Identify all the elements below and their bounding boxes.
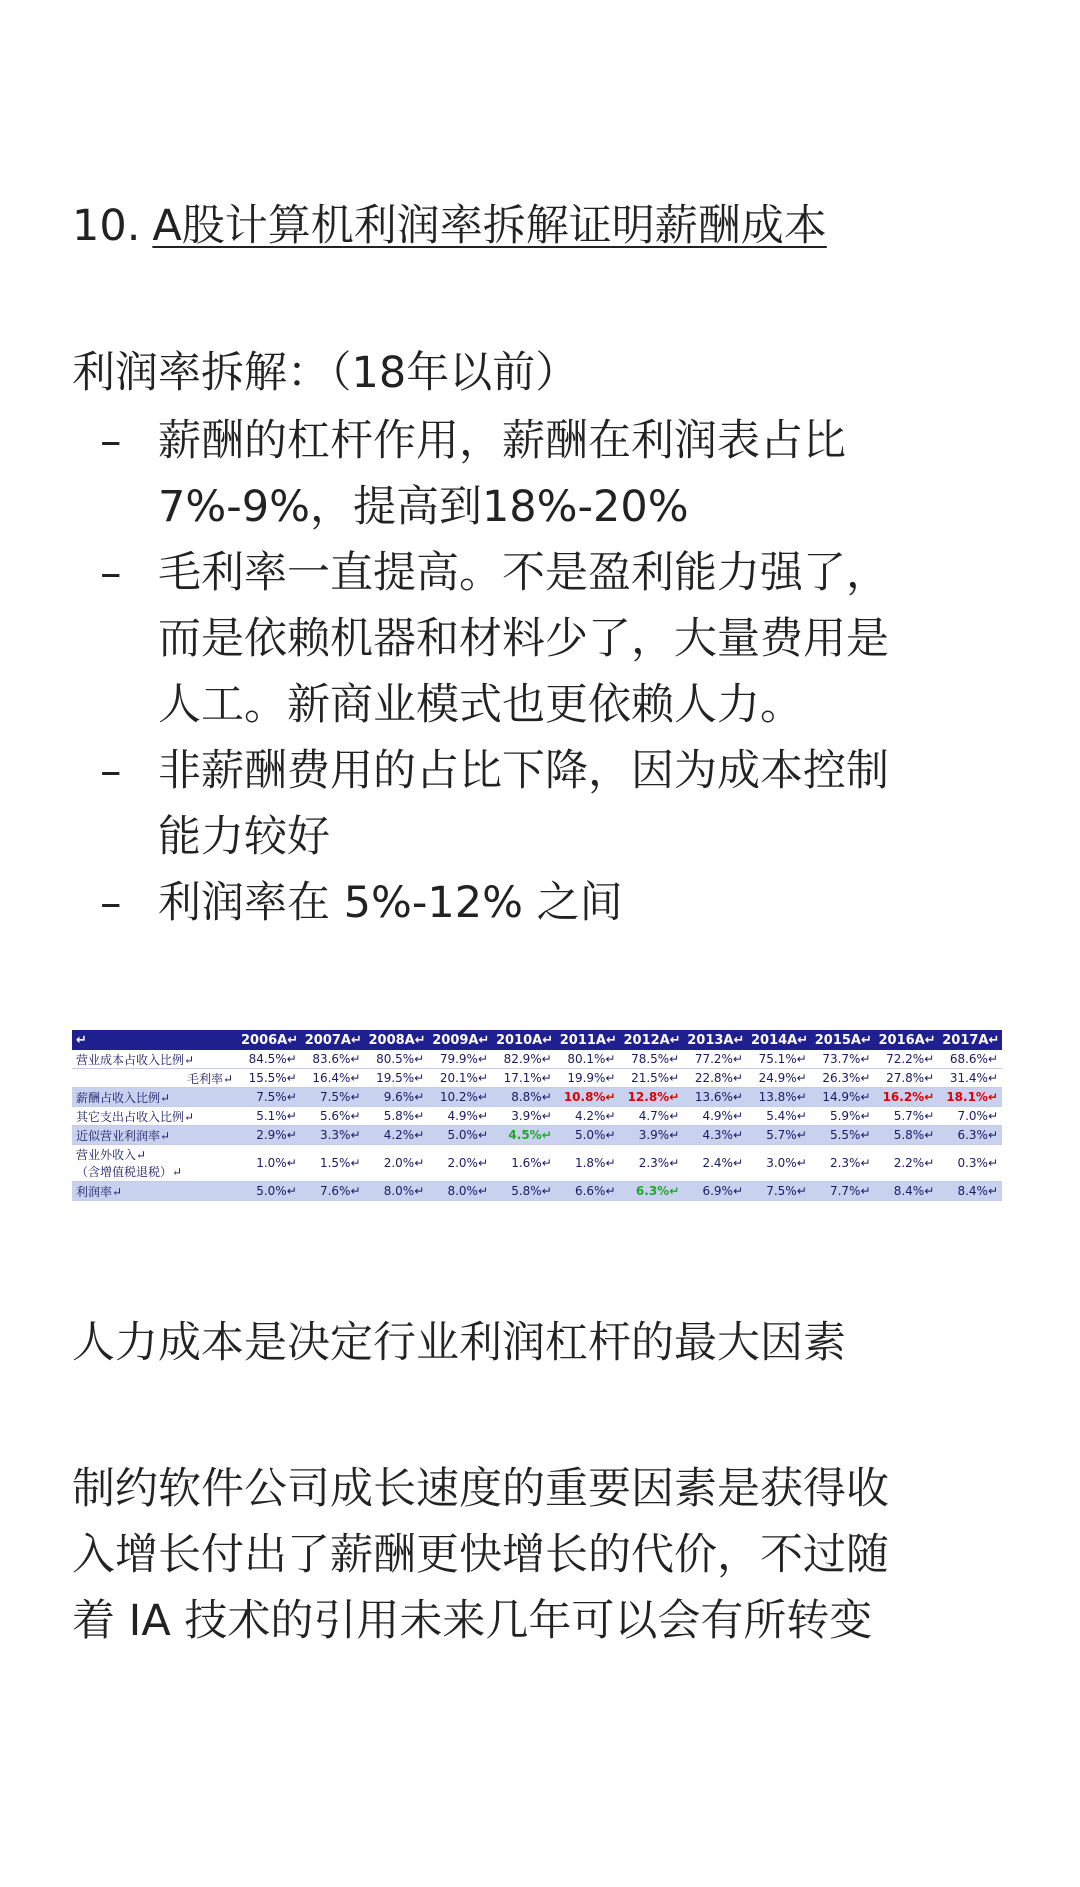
table-cell: 27.8%↵ xyxy=(875,1069,939,1088)
table-cell: 5.0%↵ xyxy=(237,1182,301,1201)
row-label: 利润率↵ xyxy=(72,1182,237,1201)
bullet-list xyxy=(100,408,889,936)
table-cell: 4.9%↵ xyxy=(683,1107,747,1126)
row-label: 毛利率↵ xyxy=(72,1069,237,1088)
profit-table-image xyxy=(72,1030,1002,1201)
year-header: 2008A↵ xyxy=(365,1030,429,1050)
table-cell: 80.1%↵ xyxy=(556,1050,620,1069)
bullet-line: 能力较好 xyxy=(158,812,330,862)
row-label: 薪酬占收入比例↵ xyxy=(72,1088,237,1107)
row-label: 近似营业利润率↵ xyxy=(72,1126,237,1145)
year-header: 2012A↵ xyxy=(620,1030,684,1050)
table-cell-highlight: 12.8%↵ xyxy=(620,1088,684,1107)
row-label: 其它支出占收入比例↵ xyxy=(72,1107,237,1126)
table-cell: 8.0%↵ xyxy=(365,1182,429,1201)
year-header: 2014A↵ xyxy=(747,1030,811,1050)
bullet-line: 薪酬的杠杆作用，薪酬在利润表占比 xyxy=(158,416,846,466)
table-cell: 8.8%↵ xyxy=(492,1088,556,1107)
bullet-dash: – xyxy=(100,878,122,928)
bullet-line: 而是依赖机器和材料少了，大量费用是 xyxy=(158,614,889,664)
row-label-line: （含增值税退税）↵ xyxy=(76,1165,183,1179)
table-cell: 3.9%↵ xyxy=(620,1126,684,1145)
table-cell: 8.4%↵ xyxy=(938,1182,1002,1201)
bullet-item xyxy=(100,540,889,738)
table-row xyxy=(72,1088,1002,1107)
table-cell: 5.7%↵ xyxy=(875,1107,939,1126)
table-cell: 22.8%↵ xyxy=(683,1069,747,1088)
table-cell: 8.0%↵ xyxy=(428,1182,492,1201)
table-cell: 80.5%↵ xyxy=(365,1050,429,1069)
table-cell: 73.7%↵ xyxy=(811,1050,875,1069)
row-label: 营业成本占收入比例↵ xyxy=(72,1050,237,1069)
table-cell: 13.8%↵ xyxy=(747,1088,811,1107)
table-cell: 19.9%↵ xyxy=(556,1069,620,1088)
year-header: 2013A↵ xyxy=(683,1030,747,1050)
table-cell: 68.6%↵ xyxy=(938,1050,1002,1069)
table-cell: 4.2%↵ xyxy=(365,1126,429,1145)
table-cell: 5.4%↵ xyxy=(747,1107,811,1126)
table-cell: 9.6%↵ xyxy=(365,1088,429,1107)
table-cell: 1.0%↵ xyxy=(237,1145,301,1182)
paragraph-labor-cost: 人力成本是决定行业利润杠杆的最大因素 xyxy=(72,1318,846,1368)
table-cell: 82.9%↵ xyxy=(492,1050,556,1069)
table-cell: 5.6%↵ xyxy=(301,1107,365,1126)
table-cell: 3.3%↵ xyxy=(301,1126,365,1145)
table-cell: 84.5%↵ xyxy=(237,1050,301,1069)
paragraph-growth-factor xyxy=(72,1456,889,1654)
table-cell: 4.2%↵ xyxy=(556,1107,620,1126)
table-cell: 13.6%↵ xyxy=(683,1088,747,1107)
table-cell: 5.1%↵ xyxy=(237,1107,301,1126)
table-cell: 5.5%↵ xyxy=(811,1126,875,1145)
year-header: 2015A↵ xyxy=(811,1030,875,1050)
table-cell: 8.4%↵ xyxy=(875,1182,939,1201)
paragraph-line: 制约软件公司成长速度的重要因素是获得收 xyxy=(72,1464,889,1514)
bullet-line: 利润率在 5%-12% 之间 xyxy=(158,878,623,928)
table-cell: 2.2%↵ xyxy=(875,1145,939,1182)
table-cell: 1.5%↵ xyxy=(301,1145,365,1182)
table-cell: 5.0%↵ xyxy=(428,1126,492,1145)
table-cell: 5.8%↵ xyxy=(875,1126,939,1145)
table-cell: 3.9%↵ xyxy=(492,1107,556,1126)
table-cell-highlight: 4.5%↵ xyxy=(492,1126,556,1145)
row-label xyxy=(72,1145,237,1182)
table-cell: 2.9%↵ xyxy=(237,1126,301,1145)
table-cell: 5.0%↵ xyxy=(556,1126,620,1145)
table-cell: 24.9%↵ xyxy=(747,1069,811,1088)
year-header: 2007A↵ xyxy=(301,1030,365,1050)
table-cell: 77.2%↵ xyxy=(683,1050,747,1069)
bullet-line: 毛利率一直提高。不是盈利能力强了， xyxy=(158,548,889,598)
table-cell: 72.2%↵ xyxy=(875,1050,939,1069)
year-header: 2011A↵ xyxy=(556,1030,620,1050)
bullet-dash: – xyxy=(100,746,122,796)
bullet-item xyxy=(100,870,889,936)
subheading: 利润率拆解：（18年以前） xyxy=(72,348,579,398)
table-cell: 2.0%↵ xyxy=(428,1145,492,1182)
table-cell: 78.5%↵ xyxy=(620,1050,684,1069)
table-cell-highlight: 18.1%↵ xyxy=(938,1088,1002,1107)
table-cell: 6.6%↵ xyxy=(556,1182,620,1201)
table-cell: 20.1%↵ xyxy=(428,1069,492,1088)
section-heading xyxy=(72,198,827,254)
year-header: 2016A↵ xyxy=(875,1030,939,1050)
table-cell: 83.6%↵ xyxy=(301,1050,365,1069)
table-cell: 16.4%↵ xyxy=(301,1069,365,1088)
table-cell: 2.3%↵ xyxy=(620,1145,684,1182)
table-cell: 4.7%↵ xyxy=(620,1107,684,1126)
table-cell: 7.5%↵ xyxy=(301,1088,365,1107)
table-cell: 75.1%↵ xyxy=(747,1050,811,1069)
table-cell: 31.4%↵ xyxy=(938,1069,1002,1088)
table-cell: 4.3%↵ xyxy=(683,1126,747,1145)
bullet-dash: – xyxy=(100,416,122,466)
table-cell: 21.5%↵ xyxy=(620,1069,684,1088)
section-title: A股计算机利润率拆解证明薪酬成本 xyxy=(152,201,827,251)
table-cell-highlight: 6.3%↵ xyxy=(620,1182,684,1201)
paragraph-line: 着 IA 技术的引用未来几年可以会有所转变 xyxy=(72,1596,873,1646)
bullet-line: 7%-9%，提高到18%-20% xyxy=(158,482,689,532)
table-cell: 5.8%↵ xyxy=(365,1107,429,1126)
table-header-row xyxy=(72,1030,1002,1050)
table-row xyxy=(72,1145,1002,1182)
table-cell: 15.5%↵ xyxy=(237,1069,301,1088)
table-cell: 4.9%↵ xyxy=(428,1107,492,1126)
bullet-dash: – xyxy=(100,548,122,598)
table-cell: 2.3%↵ xyxy=(811,1145,875,1182)
table-cell: 2.0%↵ xyxy=(365,1145,429,1182)
section-number: 10. xyxy=(72,201,141,251)
table-row xyxy=(72,1182,1002,1201)
table-cell: 7.6%↵ xyxy=(301,1182,365,1201)
table-row xyxy=(72,1069,1002,1088)
profit-breakdown-table xyxy=(72,1030,1002,1201)
table-row xyxy=(72,1050,1002,1069)
table-cell: 7.5%↵ xyxy=(237,1088,301,1107)
table-cell: 26.3%↵ xyxy=(811,1069,875,1088)
table-cell: 7.5%↵ xyxy=(747,1182,811,1201)
row-label-line: 营业外收入↵ xyxy=(76,1148,147,1162)
year-header: 2010A↵ xyxy=(492,1030,556,1050)
paragraph-line: 入增长付出了薪酬更快增长的代价，不过随 xyxy=(72,1530,889,1580)
table-cell: 1.8%↵ xyxy=(556,1145,620,1182)
table-corner-cell: ↵ xyxy=(72,1030,237,1050)
table-cell: 0.3%↵ xyxy=(938,1145,1002,1182)
table-cell: 79.9%↵ xyxy=(428,1050,492,1069)
table-row xyxy=(72,1107,1002,1126)
table-cell: 5.9%↵ xyxy=(811,1107,875,1126)
table-cell: 7.7%↵ xyxy=(811,1182,875,1201)
table-cell: 3.0%↵ xyxy=(747,1145,811,1182)
table-cell: 6.3%↵ xyxy=(938,1126,1002,1145)
table-row xyxy=(72,1126,1002,1145)
table-cell: 14.9%↵ xyxy=(811,1088,875,1107)
table-cell-highlight: 10.8%↵ xyxy=(556,1088,620,1107)
bullet-item xyxy=(100,408,889,540)
year-header: 2006A↵ xyxy=(237,1030,301,1050)
table-cell: 10.2%↵ xyxy=(428,1088,492,1107)
table-cell: 5.7%↵ xyxy=(747,1126,811,1145)
table-cell: 2.4%↵ xyxy=(683,1145,747,1182)
table-cell: 17.1%↵ xyxy=(492,1069,556,1088)
table-cell: 5.8%↵ xyxy=(492,1182,556,1201)
year-header: 2017A↵ xyxy=(938,1030,1002,1050)
table-cell: 7.0%↵ xyxy=(938,1107,1002,1126)
table-cell: 6.9%↵ xyxy=(683,1182,747,1201)
year-header: 2009A↵ xyxy=(428,1030,492,1050)
table-cell: 1.6%↵ xyxy=(492,1145,556,1182)
bullet-line: 人工。新商业模式也更依赖人力。 xyxy=(158,680,803,730)
bullet-line: 非薪酬费用的占比下降，因为成本控制 xyxy=(158,746,889,796)
table-cell-highlight: 16.2%↵ xyxy=(875,1088,939,1107)
bullet-item xyxy=(100,738,889,870)
table-cell: 19.5%↵ xyxy=(365,1069,429,1088)
